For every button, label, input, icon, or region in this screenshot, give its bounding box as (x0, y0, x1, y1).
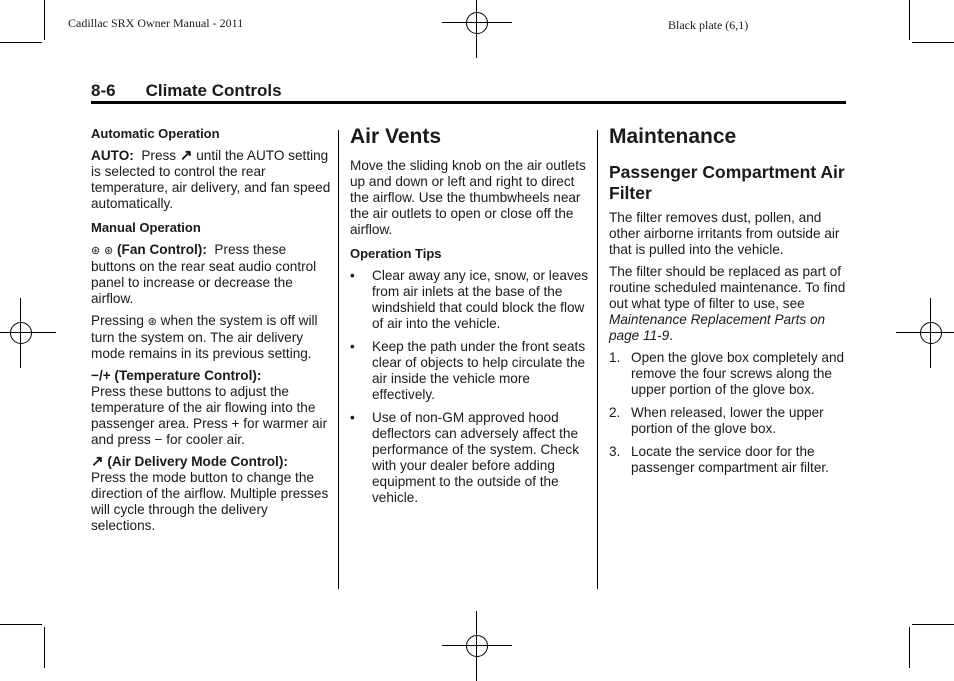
fan-icon: ⊛ (147, 316, 157, 328)
bullet: • (350, 268, 355, 283)
registration-mark-left (0, 298, 56, 368)
column-divider (597, 130, 598, 589)
crop-mark (0, 624, 42, 625)
crop-mark (909, 627, 910, 668)
temperature-control-text: Press these buttons to adjust the temperature of the air flowing into the passenger area. Press + for warmer air and press − for cooler air. (91, 384, 328, 447)
mode-control-text: Press the mode button to change the direction of the airflow. Multiple presses will cycle through the delivery selections. (91, 470, 329, 533)
step-text: Locate the service door for the passenger compartment air filter. (631, 444, 829, 475)
list-item (609, 444, 849, 476)
column-climate (91, 126, 331, 540)
registration-mark-right (896, 298, 954, 368)
temperature-paragraph (91, 368, 331, 448)
auto-pre: Press (141, 148, 177, 163)
chapter-title: Climate Controls (145, 81, 282, 100)
tip-text: Clear away any ice, snow, or leaves from air inlets at the base of the windshield that could block the flow of air into the vehicle. (372, 268, 589, 331)
crop-mark (0, 42, 42, 43)
column-divider (338, 130, 339, 589)
registration-mark-top (442, 0, 512, 58)
step-number: 2. (609, 405, 621, 420)
maintenance-title: Maintenance (609, 125, 737, 148)
filter-steps-list (609, 350, 849, 476)
tip-text: Use of non-GM approved hood deflectors can adversely affect the performance of the system. Check with your dealer before adding equipment to the outside of the vehicle. (372, 410, 580, 505)
chapter-heading (91, 81, 282, 101)
filter-paragraph-2 (609, 264, 849, 344)
mode-control-label: (Air Delivery Mode Control): (107, 454, 288, 469)
pressing-paragraph (91, 313, 331, 362)
registration-mark-bottom (442, 611, 512, 681)
mode-icon: ↗ (91, 453, 104, 470)
chapter-rule (91, 101, 846, 104)
tip-text: Keep the path under the front seats clear of objects to help circulate the air inside the vehicle more effectively. (372, 339, 586, 402)
crop-mark (44, 0, 45, 40)
step-number: 3. (609, 444, 621, 459)
bullet: • (350, 339, 355, 354)
auto-post: until the AUTO setting is selected to control the rear temperature, air delivery, and fan speed automatically. (91, 148, 331, 211)
list-item (350, 410, 590, 506)
column-air-vents (350, 126, 590, 513)
list-item (609, 350, 849, 398)
fan-up-icon: ⊛ (91, 245, 101, 257)
crop-mark (44, 627, 45, 668)
step-text: Open the glove box completely and remove the four screws along the upper portion of the glove box. (631, 350, 845, 397)
manual-operation-heading: Manual Operation (91, 220, 201, 235)
filter-p2-end: . (669, 328, 673, 343)
air-delivery-mode-icon: ↗ (179, 147, 193, 164)
replacement-parts-link[interactable]: Maintenance Replacement Parts on page 11-9 (609, 312, 826, 343)
crop-mark (909, 0, 910, 40)
pressing-pre: Pressing (91, 313, 144, 328)
auto-paragraph (91, 148, 331, 212)
temperature-control-label: −/+ (Temperature Control): (91, 368, 262, 383)
operation-tips-heading: Operation Tips (350, 246, 442, 261)
crop-mark (912, 624, 954, 625)
air-vents-intro: Move the sliding knob on the air outlets up and down or left and right to direct the airflow. Use the thumbwheels near the air outlets to open or close off the airflow. (350, 158, 586, 237)
header-manual-title: Cadillac SRX Owner Manual - 2011 (68, 16, 244, 30)
filter-p2-text: The filter should be replaced as part of routine scheduled maintenance. To find out what type of filter to use, see (609, 264, 846, 311)
list-item (609, 405, 849, 437)
header-plate: Black plate (6,1) (668, 18, 749, 32)
step-number: 1. (609, 350, 621, 365)
crop-mark (912, 42, 954, 43)
auto-label: AUTO: (91, 148, 134, 163)
chapter-number: 8-6 (91, 81, 116, 100)
fan-control-label: (Fan Control): (117, 242, 207, 257)
column-maintenance (609, 126, 849, 483)
pressing-post: when the system is off will turn the system on. The air delivery mode remains in its previous setting. (91, 313, 318, 361)
mode-paragraph (91, 454, 331, 534)
fan-paragraph (91, 242, 331, 307)
list-item (350, 268, 590, 332)
operation-tips-list (350, 268, 590, 506)
filter-paragraph-1: The filter removes dust, pollen, and other airborne irritants from outside air that is pulled into the vehicle. (609, 210, 840, 257)
step-text: When released, lower the upper portion of the glove box. (631, 405, 824, 436)
fan-control-text: Press these buttons on the rear seat audio control panel to increase or decrease the airflow. (91, 242, 317, 306)
air-vents-title: Air Vents (350, 125, 442, 148)
air-filter-subtitle: Passenger Compartment Air Filter (609, 162, 845, 203)
fan-down-icon: ⊛ (104, 245, 114, 257)
bullet: • (350, 410, 355, 425)
list-item (350, 339, 590, 403)
automatic-operation-heading: Automatic Operation (91, 126, 220, 141)
